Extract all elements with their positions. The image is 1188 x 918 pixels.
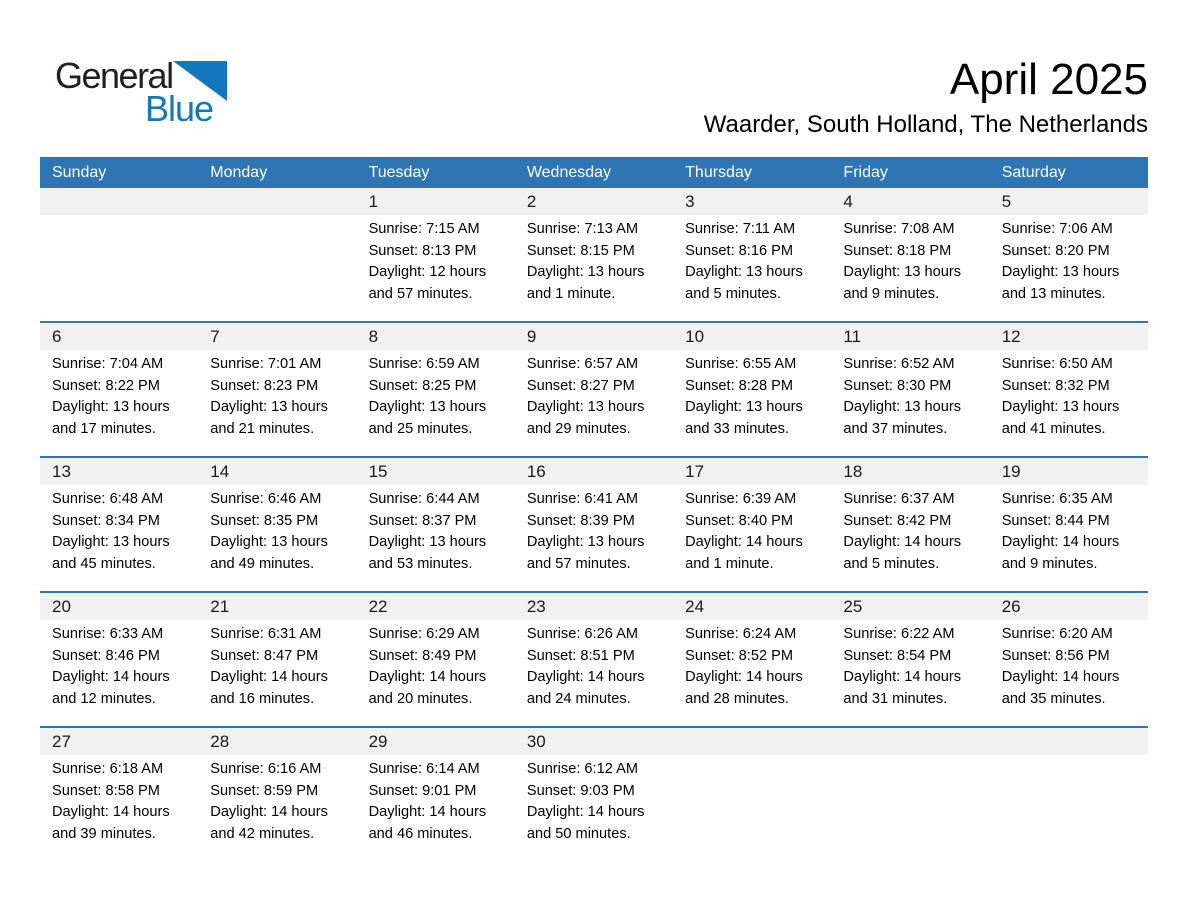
day-number: 3 [673,188,831,215]
weekday-header: Wednesday [526,163,612,181]
sunset-line: Sunset: 8:25 PM [368,377,477,394]
daylight-line1: Daylight: 14 hours [1001,534,1120,550]
day-number: 2 [515,188,673,215]
day-number: 5 [990,188,1148,215]
sunrise-line: Sunrise: 6:22 AM [843,626,955,642]
day-cell [40,593,198,726]
generalblue-logo [55,55,295,129]
day-number: 20 [40,593,198,620]
day-details [198,620,356,710]
daylight-line2: and 12 minutes. [52,690,156,707]
daylight-line1: Daylight: 14 hours [685,534,803,550]
empty-cell [673,728,831,861]
weekday-header: Sunday [52,163,107,181]
day-number [40,188,198,215]
daylight-line1: Daylight: 13 hours [1001,399,1120,415]
daylight-line2: and 37 minutes. [843,420,948,437]
day-cell [515,458,673,591]
daylight-line1: Daylight: 13 hours [526,534,645,550]
weekday-header-row [40,157,1148,188]
day-details [673,485,831,575]
sunrise-line: Sunrise: 6:24 AM [685,626,797,642]
sunrise-line: Sunrise: 6:57 AM [526,356,638,372]
day-cell [831,188,989,321]
day-cell [515,323,673,456]
day-cell [673,458,831,591]
day-cell [198,593,356,726]
daylight-line1: Daylight: 14 hours [210,804,328,820]
day-details [40,350,198,440]
daylight-line1: Daylight: 13 hours [843,399,962,415]
day-cell [357,323,515,456]
day-number: 8 [357,323,515,350]
daylight-line2: and 24 minutes. [526,690,631,707]
sunset-line: Sunset: 8:23 PM [210,377,319,394]
sunset-line: Sunset: 8:18 PM [843,242,952,259]
daylight-line1: Daylight: 13 hours [52,399,170,415]
week-row [40,456,1148,591]
daylight-line2: and 41 minutes. [1001,420,1106,437]
day-details [198,755,356,845]
daylight-line1: Daylight: 13 hours [52,534,170,550]
day-details [831,620,989,710]
day-cell [40,728,198,861]
day-details [831,215,989,305]
daylight-line1: Daylight: 13 hours [843,264,962,280]
sunrise-line: Sunrise: 7:15 AM [368,221,480,237]
day-number: 22 [357,593,515,620]
day-cell [515,188,673,321]
daylight-line2: and 5 minutes. [843,555,940,572]
sunset-line: Sunset: 8:13 PM [368,242,477,259]
daylight-line2: and 57 minutes. [368,285,473,302]
sunrise-line: Sunrise: 6:29 AM [368,626,480,642]
day-details [515,350,673,440]
sunrise-line: Sunrise: 6:50 AM [1001,356,1113,372]
day-number: 23 [515,593,673,620]
daylight-line2: and 29 minutes. [526,420,631,437]
daylight-line1: Daylight: 13 hours [1001,264,1120,280]
sunrise-line: Sunrise: 7:01 AM [210,356,322,372]
sunset-line: Sunset: 8:15 PM [526,242,635,259]
day-number [831,728,989,755]
daylight-line1: Daylight: 14 hours [52,669,170,685]
sunrise-line: Sunrise: 7:04 AM [52,356,164,372]
daylight-line1: Daylight: 14 hours [526,804,645,820]
sunset-line: Sunset: 8:52 PM [685,647,794,664]
empty-cell [40,188,198,321]
sunset-line: Sunset: 8:44 PM [1001,512,1110,529]
daylight-line1: Daylight: 13 hours [685,399,803,415]
sunrise-line: Sunrise: 6:59 AM [368,356,480,372]
day-number: 9 [515,323,673,350]
day-number: 29 [357,728,515,755]
daylight-line1: Daylight: 14 hours [368,669,487,685]
sunset-line: Sunset: 8:20 PM [1001,242,1110,259]
sunrise-line: Sunrise: 6:46 AM [210,491,322,507]
day-cell [990,323,1148,456]
day-details [831,485,989,575]
daylight-line1: Daylight: 14 hours [52,804,170,820]
sunrise-line: Sunrise: 6:48 AM [52,491,164,507]
daylight-line2: and 28 minutes. [685,690,789,707]
daylight-line1: Daylight: 13 hours [368,399,487,415]
day-details [673,350,831,440]
day-number: 13 [40,458,198,485]
day-number: 4 [831,188,989,215]
day-number: 16 [515,458,673,485]
sunset-line: Sunset: 8:51 PM [526,647,635,664]
day-cell [990,458,1148,591]
daylight-line1: Daylight: 13 hours [368,534,487,550]
weekday-header: Tuesday [368,163,430,181]
day-details [515,215,673,305]
daylight-line1: Daylight: 13 hours [685,264,803,280]
sunset-line: Sunset: 8:37 PM [368,512,477,529]
weekday-header: Saturday [1001,163,1066,181]
day-number [990,728,1148,755]
daylight-line2: and 1 minute. [685,555,774,572]
sunset-line: Sunset: 8:42 PM [843,512,952,529]
day-details [357,755,515,845]
empty-cell [198,188,356,321]
day-cell [40,323,198,456]
day-details [831,350,989,440]
day-cell [990,188,1148,321]
day-details [357,350,515,440]
daylight-line2: and 16 minutes. [210,690,315,707]
calendar-table [40,157,1148,861]
day-number: 19 [990,458,1148,485]
calendar-weeks [40,188,1148,861]
day-details [515,755,673,845]
sunset-line: Sunset: 8:58 PM [52,782,160,799]
sunrise-line: Sunrise: 6:12 AM [526,761,638,777]
day-cell [198,323,356,456]
day-details [990,620,1148,710]
daylight-line2: and 31 minutes. [843,690,948,707]
sunrise-line: Sunrise: 6:31 AM [210,626,322,642]
day-cell [673,593,831,726]
daylight-line2: and 25 minutes. [368,420,473,437]
day-details [990,350,1148,440]
daylight-line1: Daylight: 13 hours [210,399,328,415]
location-subtitle: Waarder, South Holland, The Netherlands [703,111,1148,138]
daylight-line1: Daylight: 14 hours [843,669,962,685]
daylight-line2: and 1 minute. [526,285,616,302]
sunrise-line: Sunrise: 6:55 AM [685,356,797,372]
day-details [198,485,356,575]
logo-blue-text: Blue [145,88,214,129]
sunset-line: Sunset: 8:56 PM [1001,647,1110,664]
day-details [40,755,198,845]
day-number: 11 [831,323,989,350]
sunrise-line: Sunrise: 6:16 AM [210,761,322,777]
sunrise-line: Sunrise: 6:14 AM [368,761,480,777]
day-cell [515,593,673,726]
sunset-line: Sunset: 8:49 PM [368,647,477,664]
day-details [990,485,1148,575]
day-details [40,485,198,575]
day-cell [673,188,831,321]
sunrise-line: Sunrise: 6:39 AM [685,491,797,507]
sunset-line: Sunset: 8:40 PM [685,512,794,529]
daylight-line1: Daylight: 14 hours [685,669,803,685]
sunrise-line: Sunrise: 6:18 AM [52,761,164,777]
daylight-line1: Daylight: 12 hours [368,264,487,280]
sunrise-line: Sunrise: 6:41 AM [526,491,638,507]
sunset-line: Sunset: 8:54 PM [843,647,952,664]
day-cell [831,593,989,726]
sunset-line: Sunset: 8:59 PM [210,782,319,799]
sunrise-line: Sunrise: 7:11 AM [685,221,796,237]
month-title: April 2025 [949,55,1148,104]
sunrise-line: Sunrise: 6:26 AM [526,626,638,642]
day-number: 6 [40,323,198,350]
week-row [40,188,1148,321]
sunrise-line: Sunrise: 6:37 AM [843,491,955,507]
sunset-line: Sunset: 9:01 PM [368,782,477,799]
day-cell [198,728,356,861]
day-number: 30 [515,728,673,755]
daylight-line2: and 46 minutes. [368,825,473,842]
empty-cell [831,728,989,861]
day-cell [40,458,198,591]
day-cell [198,458,356,591]
day-details [990,215,1148,305]
day-cell [357,728,515,861]
daylight-line2: and 5 minutes. [685,285,781,302]
day-number: 12 [990,323,1148,350]
sunrise-line: Sunrise: 6:33 AM [52,626,164,642]
day-details [357,215,515,305]
sunrise-line: Sunrise: 6:20 AM [1001,626,1113,642]
daylight-line2: and 21 minutes. [210,420,315,437]
daylight-line2: and 17 minutes. [52,420,156,437]
daylight-line2: and 33 minutes. [685,420,789,437]
day-number: 15 [357,458,515,485]
sunset-line: Sunset: 8:46 PM [52,647,160,664]
day-number: 28 [198,728,356,755]
day-cell [357,458,515,591]
day-number: 21 [198,593,356,620]
day-number: 1 [357,188,515,215]
sunset-line: Sunset: 8:22 PM [52,377,160,394]
day-number: 10 [673,323,831,350]
day-details [198,350,356,440]
sunset-line: Sunset: 8:35 PM [210,512,319,529]
day-number [198,188,356,215]
daylight-line2: and 49 minutes. [210,555,315,572]
day-details [357,620,515,710]
sunrise-line: Sunrise: 6:35 AM [1001,491,1113,507]
daylight-line2: and 53 minutes. [368,555,473,572]
day-cell [357,188,515,321]
week-row [40,321,1148,456]
weekday-header: Friday [843,163,888,181]
day-cell [831,458,989,591]
daylight-line1: Daylight: 14 hours [368,804,487,820]
daylight-line1: Daylight: 13 hours [210,534,328,550]
sunrise-line: Sunrise: 6:52 AM [843,356,955,372]
daylight-line1: Daylight: 14 hours [1001,669,1120,685]
daylight-line2: and 39 minutes. [52,825,156,842]
day-details [40,620,198,710]
sunset-line: Sunset: 8:27 PM [526,377,635,394]
day-cell [673,323,831,456]
day-details [673,620,831,710]
day-number: 14 [198,458,356,485]
weekday-header: Thursday [685,163,752,181]
day-details [673,215,831,305]
week-row [40,591,1148,726]
sunset-line: Sunset: 8:32 PM [1001,377,1110,394]
daylight-line2: and 20 minutes. [368,690,473,707]
day-number: 25 [831,593,989,620]
sunset-line: Sunset: 8:39 PM [526,512,635,529]
sunset-line: Sunset: 8:28 PM [685,377,794,394]
day-number [673,728,831,755]
daylight-line2: and 35 minutes. [1001,690,1106,707]
daylight-line1: Daylight: 14 hours [843,534,962,550]
daylight-line1: Daylight: 14 hours [526,669,645,685]
weekday-header: Monday [210,163,268,181]
sunset-line: Sunset: 9:03 PM [526,782,635,799]
daylight-line1: Daylight: 14 hours [210,669,328,685]
title-block [704,55,1148,140]
logo-general-text: General [55,55,173,96]
daylight-line2: and 45 minutes. [52,555,156,572]
empty-cell [990,728,1148,861]
sunset-line: Sunset: 8:34 PM [52,512,160,529]
day-number: 18 [831,458,989,485]
day-number: 26 [990,593,1148,620]
daylight-line2: and 50 minutes. [526,825,631,842]
day-details [515,485,673,575]
daylight-line1: Daylight: 13 hours [526,264,645,280]
day-details [357,485,515,575]
sunset-line: Sunset: 8:47 PM [210,647,319,664]
day-number: 24 [673,593,831,620]
sunrise-line: Sunrise: 7:08 AM [843,221,955,237]
day-cell [831,323,989,456]
sunset-line: Sunset: 8:30 PM [843,377,952,394]
day-number: 7 [198,323,356,350]
daylight-line2: and 13 minutes. [1001,285,1106,302]
sunrise-line: Sunrise: 7:06 AM [1001,221,1113,237]
day-number: 17 [673,458,831,485]
day-cell [515,728,673,861]
daylight-line2: and 42 minutes. [210,825,315,842]
day-cell [357,593,515,726]
day-number: 27 [40,728,198,755]
week-row [40,726,1148,861]
sunrise-line: Sunrise: 7:13 AM [526,221,638,237]
sunset-line: Sunset: 8:16 PM [685,242,794,259]
day-cell [990,593,1148,726]
daylight-line1: Daylight: 13 hours [526,399,645,415]
daylight-line2: and 9 minutes. [843,285,940,302]
daylight-line2: and 9 minutes. [1001,555,1098,572]
daylight-line2: and 57 minutes. [526,555,631,572]
sunrise-line: Sunrise: 6:44 AM [368,491,480,507]
day-details [515,620,673,710]
